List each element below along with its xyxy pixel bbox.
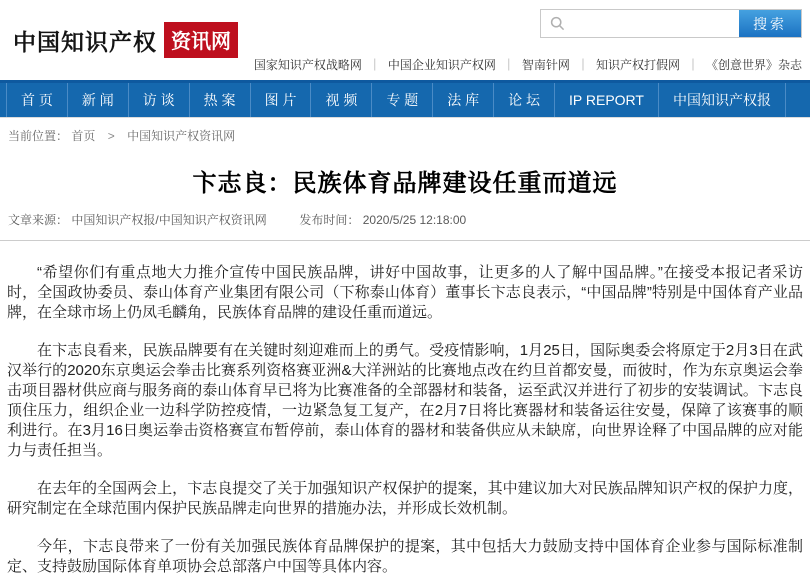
source-label: 文章来源：: [8, 213, 69, 227]
search-icon: [541, 10, 573, 37]
partner-links: [254, 56, 802, 73]
nav-item-news[interactable]: 新 闻: [67, 83, 128, 117]
source-value: 中国知识产权报/中国知识产权资讯网: [71, 213, 267, 227]
search-bar: [540, 9, 802, 38]
partner-link[interactable]: 国家知识产权战略网: [253, 58, 362, 72]
site-logo[interactable]: [13, 22, 238, 58]
article-paragraph: 在卞志良看来，民族品牌要有在关键时刻迎难而上的勇气。受疫情影响，1月25日，国际奥委会将原定于2月3日在武汉举行的2020东京奥运会拳击比赛系列资格赛亚洲&大洋洲站的比赛地点改在约旦首都安曼，而彼时，作为东京奥运会拳击项目器材供应商与服务商的泰山体育早已将为比赛准备的全部器材和装备，运至武汉并进行了初步的安装调试。卞志良顶住压力，组织企业一边科学防控疫情，一边紧急复工复产，在2月7日将比赛器材和装备运往安曼，保障了该赛事的顺利进行。在3月16日奥运拳击资格赛宣布暂停前，泰山体育的器材和装备供应从未缺席，向世界诠释了中国品牌的应对能力与责任担当。: [7, 342, 803, 459]
article: [0, 163, 810, 577]
link-separator: ｜: [502, 58, 515, 72]
meta-divider: [0, 240, 810, 241]
link-separator: ｜: [368, 58, 381, 72]
breadcrumb-separator: >: [107, 129, 115, 143]
nav-item-topics[interactable]: 专 题: [371, 83, 432, 117]
breadcrumb-label: 当前位置：: [8, 129, 69, 143]
logo-text: 中国知识产权: [13, 28, 157, 56]
link-separator: ｜: [576, 58, 589, 72]
breadcrumb-home-link[interactable]: 首页: [71, 129, 96, 143]
partner-link[interactable]: 智南针网: [521, 58, 570, 72]
publish-time-label: 发布时间：: [299, 213, 360, 227]
nav-item-forum[interactable]: 论 坛: [493, 83, 554, 117]
breadcrumb-current-link[interactable]: 中国知识产权资讯网: [127, 129, 236, 143]
article-paragraph: 在去年的全国两会上，卞志良提交了关于加强知识产权保护的提案，其中建议加大对民族品牌知识产权的保护力度，研究制定在全球范围内保护民族品牌走向世界的措施办法，并形成长效机制。: [7, 480, 803, 517]
partner-link[interactable]: 中国企业知识产权网: [387, 58, 496, 72]
nav-item-home[interactable]: 首 页: [6, 83, 67, 117]
nav-item-ip-report[interactable]: IP REPORT: [554, 83, 658, 117]
search-button[interactable]: 搜索: [739, 10, 801, 37]
article-meta: [7, 206, 803, 240]
nav-item-interview[interactable]: 访 谈: [128, 83, 189, 117]
page-title: 卞志良：民族体育品牌建设任重而道远: [192, 170, 618, 197]
publish-time-value: 2020/5/25 12:18:00: [362, 213, 467, 227]
partner-link[interactable]: 知识产权打假网: [595, 58, 680, 72]
partner-link[interactable]: 《创意世界》杂志: [705, 58, 802, 72]
breadcrumb: [0, 117, 810, 153]
article-paragraph: 今年，卞志良带来了一份有关加强民族体育品牌保护的提案，其中包括大力鼓励支持中国体育企业参与国际标准制定、支持鼓励国际体育单项协会总部落户中国等具体内容。: [7, 538, 803, 575]
nav-divider: [785, 83, 786, 117]
article-paragraph: “希望你们有重点地大力推介宣传中国民族品牌，讲好中国故事，让更多的人了解中国品牌。”在接受本报记者采访时，全国政协委员、泰山体育产业集团有限公司（下称泰山体育）董事长卞志良表示，“中国品牌”特别是中国体育产业品牌，在全球市场上仍凤毛麟角，民族体育品牌的建设任重而道远。: [7, 264, 803, 321]
nav-item-cip-news[interactable]: 中国知识产权报: [658, 83, 785, 117]
search-input[interactable]: [573, 10, 739, 37]
link-separator: ｜: [686, 58, 699, 72]
main-nav: [0, 80, 810, 117]
nav-item-photos[interactable]: 图 片: [250, 83, 311, 117]
nav-item-video[interactable]: 视 频: [310, 83, 371, 117]
nav-item-law-library[interactable]: 法 库: [432, 83, 493, 117]
logo-badge: 资讯网: [164, 22, 238, 58]
site-header: [0, 0, 810, 80]
nav-item-hot-cases[interactable]: 热 案: [189, 83, 250, 117]
